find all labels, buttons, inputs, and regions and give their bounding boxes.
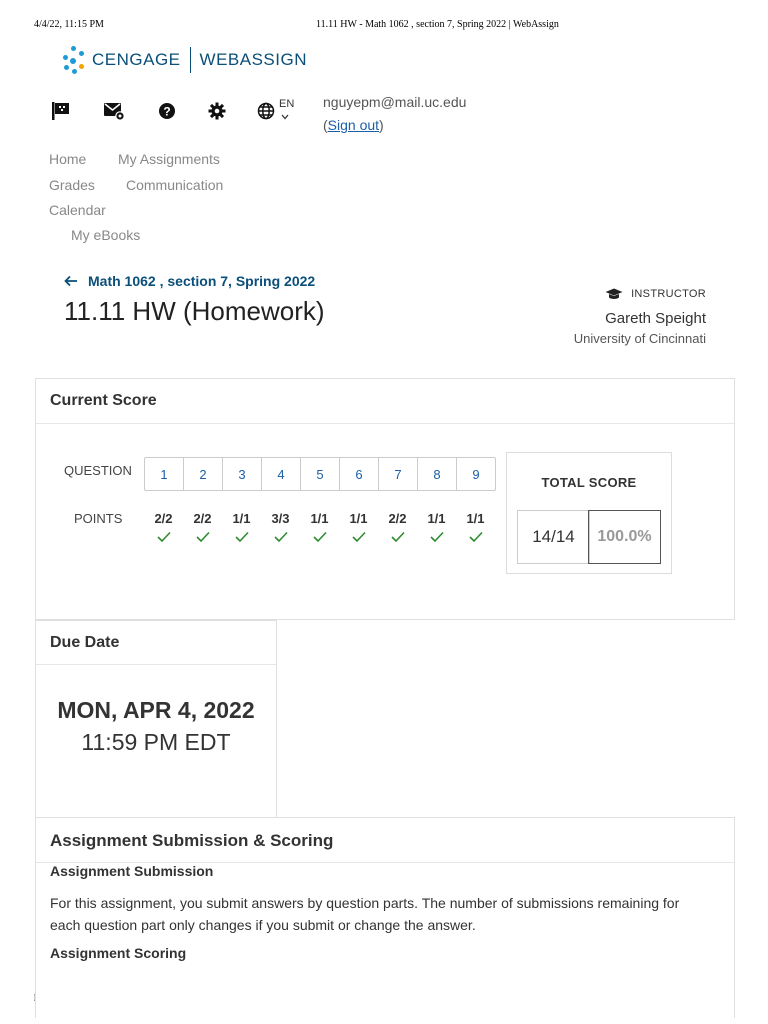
points-row-label: POINTS	[74, 511, 123, 526]
nav-calendar[interactable]: Calendar	[49, 202, 106, 218]
correct-check-icon	[222, 530, 261, 548]
question-row-label: QUESTION	[64, 463, 132, 478]
points-value-6: 1/1	[349, 511, 368, 526]
course-name: Math 1062 , section 7, Spring 2022	[88, 273, 316, 289]
question-link-6[interactable]: 6	[340, 458, 379, 490]
correct-check-icon	[378, 530, 417, 548]
question-link-8[interactable]: 8	[418, 458, 457, 490]
chevron-down-icon	[281, 114, 289, 120]
question-link-2[interactable]: 2	[184, 458, 223, 490]
current-score-heading: Current Score	[50, 392, 157, 409]
print-doc-title: 11.11 HW - Math 1062 , section 7, Spring 2022 | WebAssign	[316, 19, 559, 30]
language-code: EN	[279, 98, 295, 110]
question-link-4[interactable]: 4	[262, 458, 301, 490]
instructor-label	[605, 288, 706, 300]
total-percent: 100.0%	[588, 510, 661, 564]
question-link-5[interactable]: 5	[301, 458, 340, 490]
question-link-1[interactable]: 1	[145, 458, 184, 490]
correct-check-icon	[417, 530, 456, 548]
total-score-label: TOTAL SCORE	[541, 475, 637, 490]
total-score-box	[506, 452, 672, 574]
instructor-label-text: INSTRUCTOR	[631, 288, 706, 300]
correct-check-icon	[261, 530, 300, 548]
messages-icon[interactable]	[103, 100, 125, 122]
assignment-submission-text: For this assignment, you submit answers by question parts. The number of submissions remaining for each question part only changes if you submit or change the answer.	[50, 895, 680, 933]
arrow-left-icon	[64, 275, 78, 287]
logo-divider	[190, 47, 191, 73]
points-value-2: 2/2	[193, 511, 212, 526]
svg-text:?: ?	[163, 104, 171, 119]
current-score-header	[36, 379, 734, 424]
correct-check-icon	[339, 530, 378, 548]
nav-my-assignments[interactable]: My Assignments	[118, 151, 220, 167]
due-time: 11:59 PM EDT	[81, 729, 231, 755]
nav-my-ebooks[interactable]: My eBooks	[71, 227, 141, 243]
paren-open: (	[323, 117, 328, 133]
submission-header	[36, 818, 734, 863]
points-value-5: 1/1	[310, 511, 329, 526]
due-date-heading: Due Date	[50, 634, 120, 651]
assignment-scoring-heading: Assignment Scoring	[50, 945, 187, 961]
course-back-link[interactable]	[64, 273, 315, 289]
sign-out-link[interactable]: Sign out	[327, 117, 380, 133]
webassign-wordmark: WEBASSIGN	[199, 50, 307, 69]
instructor-school: University of Cincinnati	[573, 331, 706, 346]
paren-close: )	[379, 117, 384, 133]
correct-check-icon	[144, 530, 183, 548]
language-selector[interactable]	[257, 100, 297, 122]
dashboard-flag-icon[interactable]	[50, 100, 72, 122]
points-value-4: 3/3	[271, 511, 290, 526]
nav-grades[interactable]: Grades	[49, 177, 95, 193]
due-day: MON, APR 4, 2022	[57, 697, 255, 723]
question-link-9[interactable]: 9	[472, 466, 480, 482]
page-title: 11.11 HW (Homework)	[64, 296, 325, 326]
graduation-cap-icon	[605, 288, 623, 300]
settings-icon[interactable]	[206, 100, 228, 122]
question-grid	[144, 457, 496, 491]
nav-home[interactable]: Home	[49, 151, 87, 167]
checkmark-row	[144, 530, 495, 548]
cengage-wordmark: CENGAGE	[92, 50, 181, 69]
points-value-1: 2/2	[154, 511, 173, 526]
total-points: 14/14	[517, 510, 590, 564]
correct-check-icon	[300, 530, 339, 548]
assignment-submission-heading: Assignment Submission	[50, 863, 214, 879]
points-value-9: 1/1	[466, 511, 485, 526]
submission-heading: Assignment Submission & Scoring	[50, 831, 334, 850]
points-value-7: 2/2	[388, 511, 407, 526]
question-link-3[interactable]: 3	[223, 458, 262, 490]
points-value-3: 1/1	[232, 511, 251, 526]
correct-check-icon	[456, 530, 495, 548]
correct-check-icon	[183, 530, 222, 548]
help-icon[interactable]	[156, 100, 178, 122]
user-email: nguyepm@mail.uc.edu	[323, 94, 467, 110]
print-datetime: 4/4/22, 11:15 PM	[34, 19, 104, 30]
points-value-8: 1/1	[427, 511, 446, 526]
instructor-name: Gareth Speight	[605, 310, 706, 327]
cengage-mark-icon	[62, 46, 86, 74]
points-row	[144, 511, 495, 526]
due-date-header	[36, 621, 276, 665]
cengage-webassign-logo[interactable]	[62, 46, 307, 74]
question-link-7[interactable]: 7	[379, 458, 418, 490]
nav-communication[interactable]: Communication	[126, 177, 224, 193]
signout-line	[323, 117, 384, 133]
due-date-panel	[35, 620, 277, 818]
globe-icon	[257, 102, 275, 120]
